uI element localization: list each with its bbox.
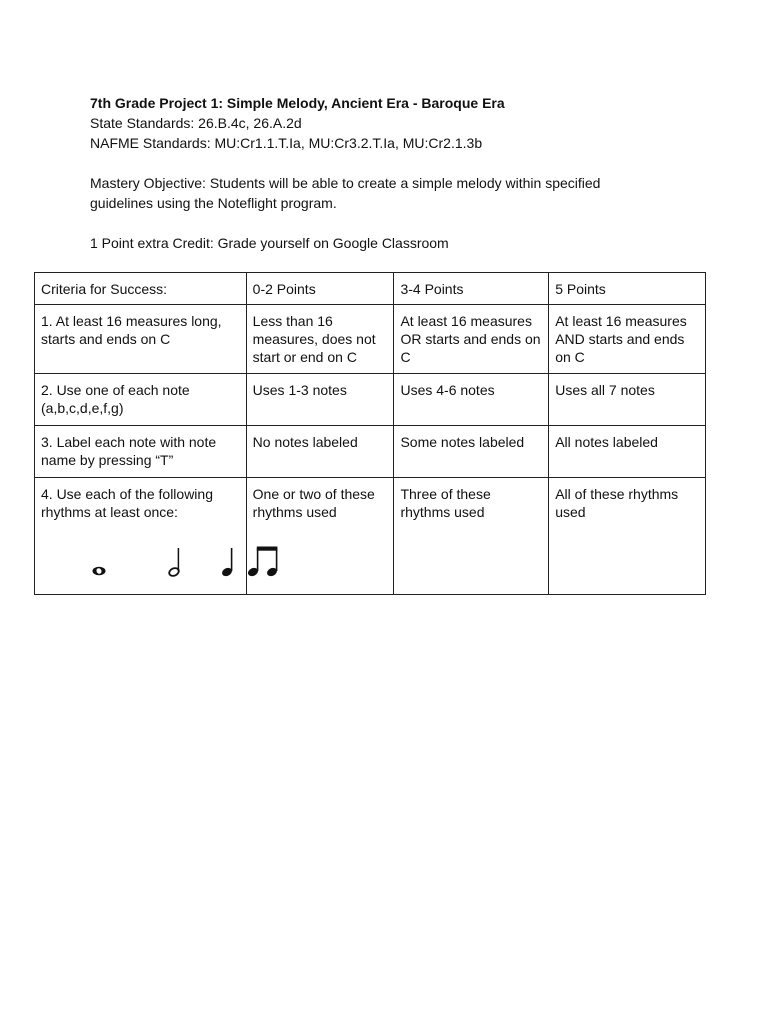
- table-row: [35, 426, 706, 478]
- mastery-objective-line-1: Mastery Objective: Students will be able to create a simple melody within specified: [90, 175, 601, 191]
- table-row: [35, 305, 706, 374]
- criterion-cell: [35, 478, 247, 595]
- high-score-cell: At least 16 measures AND starts and ends on C: [549, 305, 706, 374]
- header-criteria: Criteria for Success:: [35, 273, 247, 305]
- low-score-cell: One or two of these rhythms used: [246, 478, 394, 595]
- mid-score-cell: At least 16 measures OR starts and ends on C: [394, 305, 549, 374]
- low-score-cell: Less than 16 measures, does not start or end on C: [246, 305, 394, 374]
- nafme-standards: NAFME Standards: MU:Cr1.1.T.Ia, MU:Cr3.2.T.Ia, MU:Cr2.1.3b: [90, 135, 483, 151]
- criterion-cell: 1. At least 16 measures long, starts and ends on C: [35, 305, 247, 374]
- mastery-objective-line-2: guidelines using the Noteflight program.: [90, 195, 337, 211]
- high-score-cell: Uses all 7 notes: [549, 374, 706, 426]
- state-standards: State Standards: 26.B.4c, 26.A.2d: [90, 115, 302, 131]
- low-score-cell: Uses 1-3 notes: [246, 374, 394, 426]
- table-row: [35, 478, 706, 595]
- criterion-text: 4. Use each of the following rhythms at least once:: [41, 486, 213, 520]
- half-note-icon: [168, 548, 180, 577]
- table-row: [35, 374, 706, 426]
- eighth-note-pair-icon: [247, 547, 279, 578]
- header-5-points: 5 Points: [549, 273, 706, 305]
- criterion-cell: 3. Label each note with note name by pressing “T”: [35, 426, 247, 478]
- rhythm-icons: [80, 540, 300, 580]
- extra-credit: 1 Point extra Credit: Grade yourself on Google Classroom: [90, 235, 449, 251]
- rubric-header-row: [35, 273, 706, 305]
- mid-score-cell: Some notes labeled: [394, 426, 549, 478]
- rubric-table: [34, 272, 706, 595]
- page-title: 7th Grade Project 1: Simple Melody, Ancient Era - Baroque Era: [90, 95, 505, 111]
- mid-score-cell: Uses 4-6 notes: [394, 374, 549, 426]
- whole-note-icon: [93, 567, 106, 576]
- header-3-4-points: 3-4 Points: [394, 273, 549, 305]
- low-score-cell: No notes labeled: [246, 426, 394, 478]
- high-score-cell: All notes labeled: [549, 426, 706, 478]
- document-header: [90, 93, 710, 253]
- mid-score-cell: Three of these rhythms used: [394, 478, 549, 595]
- criterion-cell: 2. Use one of each note (a,b,c,d,e,f,g): [35, 374, 247, 426]
- high-score-cell: All of these rhythms used: [549, 478, 706, 595]
- quarter-note-icon: [221, 548, 234, 578]
- header-0-2-points: 0-2 Points: [246, 273, 394, 305]
